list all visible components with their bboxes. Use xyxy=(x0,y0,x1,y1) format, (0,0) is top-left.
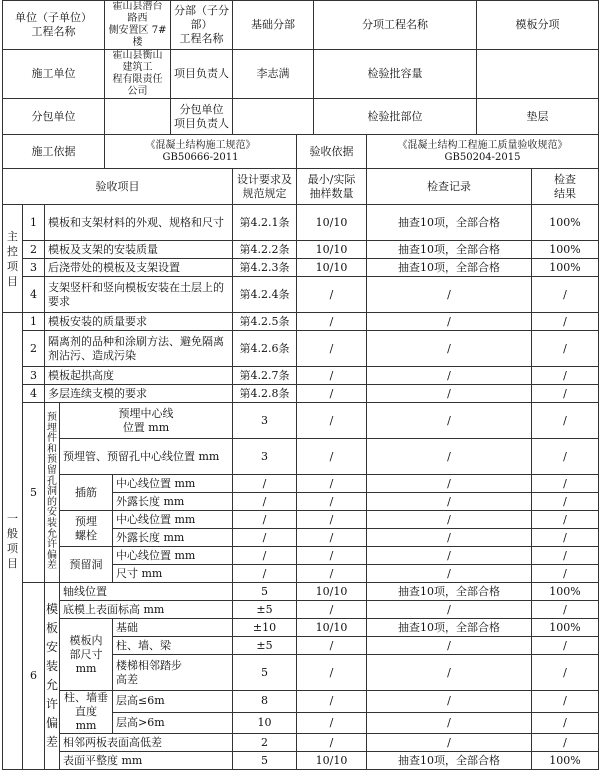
table-row xyxy=(3,277,599,313)
item-result: / xyxy=(532,547,599,565)
item-sample: / xyxy=(297,511,367,529)
item-name: 模板安装的质量要求 xyxy=(45,313,233,331)
project-manager-value: 李志满 xyxy=(233,50,314,99)
item-record: / xyxy=(367,367,532,385)
subcontractor-manager-value xyxy=(233,99,314,135)
item-record: / xyxy=(367,637,532,655)
item-result: 100% xyxy=(532,259,599,277)
hole-label: 预留洞 xyxy=(60,547,113,583)
item-name: 模板及支架的安装质量 xyxy=(45,241,233,259)
col-header-sample: 最小/实际 抽样数量 xyxy=(297,169,367,205)
item-record: / xyxy=(367,655,532,691)
row-number: 6 xyxy=(23,583,45,770)
item-spec: 第4.2.4条 xyxy=(233,277,297,313)
item-sample: / xyxy=(297,691,367,713)
batch-location-value: 垫层 xyxy=(477,99,599,135)
main-control-label: 主 控 项 目 xyxy=(3,205,23,313)
item-result: / xyxy=(532,734,599,752)
item-spec: ±5 xyxy=(233,601,297,619)
item-result: / xyxy=(532,529,599,547)
table-row xyxy=(3,439,599,475)
item-record: 抽查10项，全部合格 xyxy=(367,752,532,770)
table-row xyxy=(3,619,599,637)
item-result: / xyxy=(532,655,599,691)
item-result: 100% xyxy=(532,583,599,601)
item-project-value: 模板分项 xyxy=(477,1,599,50)
table-row xyxy=(3,313,599,331)
contractor-label: 施工单位 xyxy=(3,50,105,99)
item-sample: / xyxy=(297,313,367,331)
table-row xyxy=(3,205,599,241)
surface-flatness: 表面平整度 mm xyxy=(60,752,233,770)
item-name: 隔离剂的品种和涂刷方法、避免隔离剂沾污、造成污染 xyxy=(45,331,233,367)
table-row xyxy=(3,601,599,619)
foundation: 基础 xyxy=(113,619,233,637)
item-sample: / xyxy=(297,565,367,583)
project-manager-label: 项目负责人 xyxy=(171,50,233,99)
item-spec: 3 xyxy=(233,439,297,475)
col-header-result: 检查 结果 xyxy=(532,169,599,205)
item-spec: 第4.2.8条 xyxy=(233,385,297,403)
general-items-label: 一 般 项 目 xyxy=(3,313,23,770)
item-name: 多层连续支模的要求 xyxy=(45,385,233,403)
item-result: 100% xyxy=(532,619,599,637)
rebar-center: 中心线位置 mm xyxy=(113,475,233,493)
row-number: 1 xyxy=(23,205,45,241)
item-result: / xyxy=(532,691,599,713)
rebar-exposed: 外露长度 mm xyxy=(113,493,233,511)
item-record: / xyxy=(367,565,532,583)
inspection-table xyxy=(2,0,599,770)
bolt-label: 预埋 螺栓 xyxy=(60,511,113,547)
item-spec: 第4.2.5条 xyxy=(233,313,297,331)
bottom-elevation: 底模上表面标高 mm xyxy=(60,601,233,619)
item-name: 支架竖杆和竖向模板安装在土层上的要求 xyxy=(45,277,233,313)
item-result: / xyxy=(532,637,599,655)
item-spec: / xyxy=(233,529,297,547)
item-sample: / xyxy=(297,529,367,547)
item-sample: / xyxy=(297,734,367,752)
sub-project-label: 分部（子分部） 工程名称 xyxy=(171,1,233,50)
subcontractor-manager-label: 分包单位 项目负责人 xyxy=(171,99,233,135)
item-result: / xyxy=(532,367,599,385)
embedded-deviation-label: 预埋件和预留孔洞的安装允许偏差 xyxy=(45,403,60,583)
hole-size: 尺寸 mm xyxy=(113,565,233,583)
item-result: / xyxy=(532,511,599,529)
item-result: / xyxy=(532,601,599,619)
item-result: / xyxy=(532,403,599,439)
item-result: / xyxy=(532,712,599,734)
item-record: / xyxy=(367,385,532,403)
item-sample: / xyxy=(297,403,367,439)
item-spec: 5 xyxy=(233,752,297,770)
row-number: 3 xyxy=(23,367,45,385)
item-name: 模板和支架材料的外观、规格和尺寸 xyxy=(45,205,233,241)
col-header-item: 验收项目 xyxy=(3,169,233,205)
item-result: / xyxy=(532,493,599,511)
item-record: / xyxy=(367,403,532,439)
row-number: 5 xyxy=(23,403,45,583)
batch-capacity-label: 检验批容量 xyxy=(314,50,477,99)
item-record: 抽查10项，全部合格 xyxy=(367,241,532,259)
item-record: / xyxy=(367,734,532,752)
table-row xyxy=(3,691,599,713)
item-sample: 10/10 xyxy=(297,583,367,601)
item-spec: / xyxy=(233,493,297,511)
item-result: 100% xyxy=(532,241,599,259)
axis-position: 轴线位置 xyxy=(60,583,233,601)
item-spec: / xyxy=(233,565,297,583)
item-sample: 10/10 xyxy=(297,259,367,277)
item-result: / xyxy=(532,313,599,331)
row-number: 3 xyxy=(23,259,45,277)
row-number: 4 xyxy=(23,277,45,313)
item-record: 抽查10项，全部合格 xyxy=(367,259,532,277)
item-spec: 10 xyxy=(233,712,297,734)
unit-name-value: 霍山县潜台路西 侧安置区 7#楼 xyxy=(105,1,171,50)
item-spec: / xyxy=(233,511,297,529)
item-record: 抽查10项，全部合格 xyxy=(367,205,532,241)
table-row xyxy=(3,734,599,752)
item-record: 抽查10项，全部合格 xyxy=(367,619,532,637)
table-row xyxy=(3,367,599,385)
item-sample: 10/10 xyxy=(297,241,367,259)
item-sample: / xyxy=(297,637,367,655)
acceptance-basis-value: 《混凝土结构工程施工质量验收规范》 GB50204-2015 xyxy=(367,135,599,169)
contractor-value: 霍山县衡山建筑工 程有限责任公司 xyxy=(105,50,171,99)
subcontractor-label: 分包单位 xyxy=(3,99,105,135)
item-record: / xyxy=(367,511,532,529)
batch-location-label: 检验批部位 xyxy=(314,99,477,135)
table-row xyxy=(3,403,599,439)
table-row xyxy=(3,385,599,403)
rebar-label: 插筋 xyxy=(60,475,113,511)
item-result: / xyxy=(532,565,599,583)
item-spec: ±10 xyxy=(233,619,297,637)
item-sample: 10/10 xyxy=(297,205,367,241)
height-high: 层高>6m xyxy=(113,712,233,734)
item-spec: ±5 xyxy=(233,637,297,655)
height-low: 层高≤6m xyxy=(113,691,233,713)
item-project-label: 分项工程名称 xyxy=(314,1,477,50)
item-spec: 5 xyxy=(233,655,297,691)
item-result: / xyxy=(532,331,599,367)
item-sample: / xyxy=(297,601,367,619)
item-result: / xyxy=(532,277,599,313)
table-row xyxy=(3,259,599,277)
item-spec: 第4.2.6条 xyxy=(233,331,297,367)
item-name: 模板起拱高度 xyxy=(45,367,233,385)
verticality-label: 柱、墙垂 直度 mm xyxy=(60,691,113,734)
hole-center: 中心线位置 mm xyxy=(113,547,233,565)
item-sample: / xyxy=(297,547,367,565)
embed-plate-name: 预埋中心线 位置 mm xyxy=(60,403,233,439)
row-number: 2 xyxy=(23,241,45,259)
table-row xyxy=(3,331,599,367)
table-row xyxy=(3,511,599,529)
sub-project-value: 基础分部 xyxy=(233,1,314,50)
inner-size-label: 模板内 部尺寸 mm xyxy=(60,619,113,691)
item-record: / xyxy=(367,277,532,313)
item-record: / xyxy=(367,331,532,367)
item-record: / xyxy=(367,439,532,475)
item-result: / xyxy=(532,475,599,493)
table-row xyxy=(3,752,599,770)
table-row xyxy=(3,241,599,259)
batch-capacity-value xyxy=(477,50,599,99)
embed-pipe-name: 预埋管、预留孔中心线位置 mm xyxy=(60,439,233,475)
unit-name-label: 单位（子单位） 工程名称 xyxy=(3,1,105,50)
col-header-record: 检查记录 xyxy=(367,169,532,205)
item-record: / xyxy=(367,313,532,331)
item-result: / xyxy=(532,385,599,403)
item-spec: 2 xyxy=(233,734,297,752)
item-sample: / xyxy=(297,277,367,313)
item-result: / xyxy=(532,439,599,475)
construction-basis-value: 《混凝土结构施工规范》 GB50666-2011 xyxy=(105,135,297,169)
item-spec: 第4.2.1条 xyxy=(233,205,297,241)
item-sample: / xyxy=(297,331,367,367)
table-row xyxy=(3,475,599,493)
item-spec: / xyxy=(233,547,297,565)
item-sample: / xyxy=(297,439,367,475)
item-sample: 10/10 xyxy=(297,752,367,770)
adjacent-height-diff: 相邻两板表面高低差 xyxy=(60,734,233,752)
bolt-exposed: 外露长度 mm xyxy=(113,529,233,547)
item-spec: 3 xyxy=(233,403,297,439)
item-spec: 第4.2.7条 xyxy=(233,367,297,385)
item-sample: / xyxy=(297,712,367,734)
item-record: / xyxy=(367,493,532,511)
item-sample: 10/10 xyxy=(297,619,367,637)
item-sample: / xyxy=(297,475,367,493)
item-spec: 8 xyxy=(233,691,297,713)
item-result: 100% xyxy=(532,205,599,241)
acceptance-basis-label: 验收依据 xyxy=(297,135,367,169)
item-sample: / xyxy=(297,385,367,403)
item-sample: / xyxy=(297,367,367,385)
item-spec: 5 xyxy=(233,583,297,601)
stair-step-diff: 楼梯相邻踏步 高差 xyxy=(113,655,233,691)
subcontractor-value xyxy=(105,99,171,135)
item-record: 抽查10项，全部合格 xyxy=(367,583,532,601)
item-record: / xyxy=(367,601,532,619)
bolt-center: 中心线位置 mm xyxy=(113,511,233,529)
row-number: 2 xyxy=(23,331,45,367)
formwork-deviation-label: 模板安装允许偏差 xyxy=(45,583,60,770)
item-record: / xyxy=(367,547,532,565)
item-spec: 第4.2.2条 xyxy=(233,241,297,259)
item-name: 后浇带处的模板及支架设置 xyxy=(45,259,233,277)
row-number: 1 xyxy=(23,313,45,331)
item-record: / xyxy=(367,529,532,547)
column-wall-beam: 柱、墙、梁 xyxy=(113,637,233,655)
item-record: / xyxy=(367,691,532,713)
item-spec: 第4.2.3条 xyxy=(233,259,297,277)
table-row xyxy=(3,547,599,565)
row-number: 4 xyxy=(23,385,45,403)
construction-basis-label: 施工依据 xyxy=(3,135,105,169)
table-row xyxy=(3,583,599,601)
item-result: 100% xyxy=(532,752,599,770)
item-spec: / xyxy=(233,475,297,493)
item-sample: / xyxy=(297,493,367,511)
col-header-spec: 设计要求及 规范规定 xyxy=(233,169,297,205)
item-record: / xyxy=(367,712,532,734)
item-sample: / xyxy=(297,655,367,691)
item-record: / xyxy=(367,475,532,493)
